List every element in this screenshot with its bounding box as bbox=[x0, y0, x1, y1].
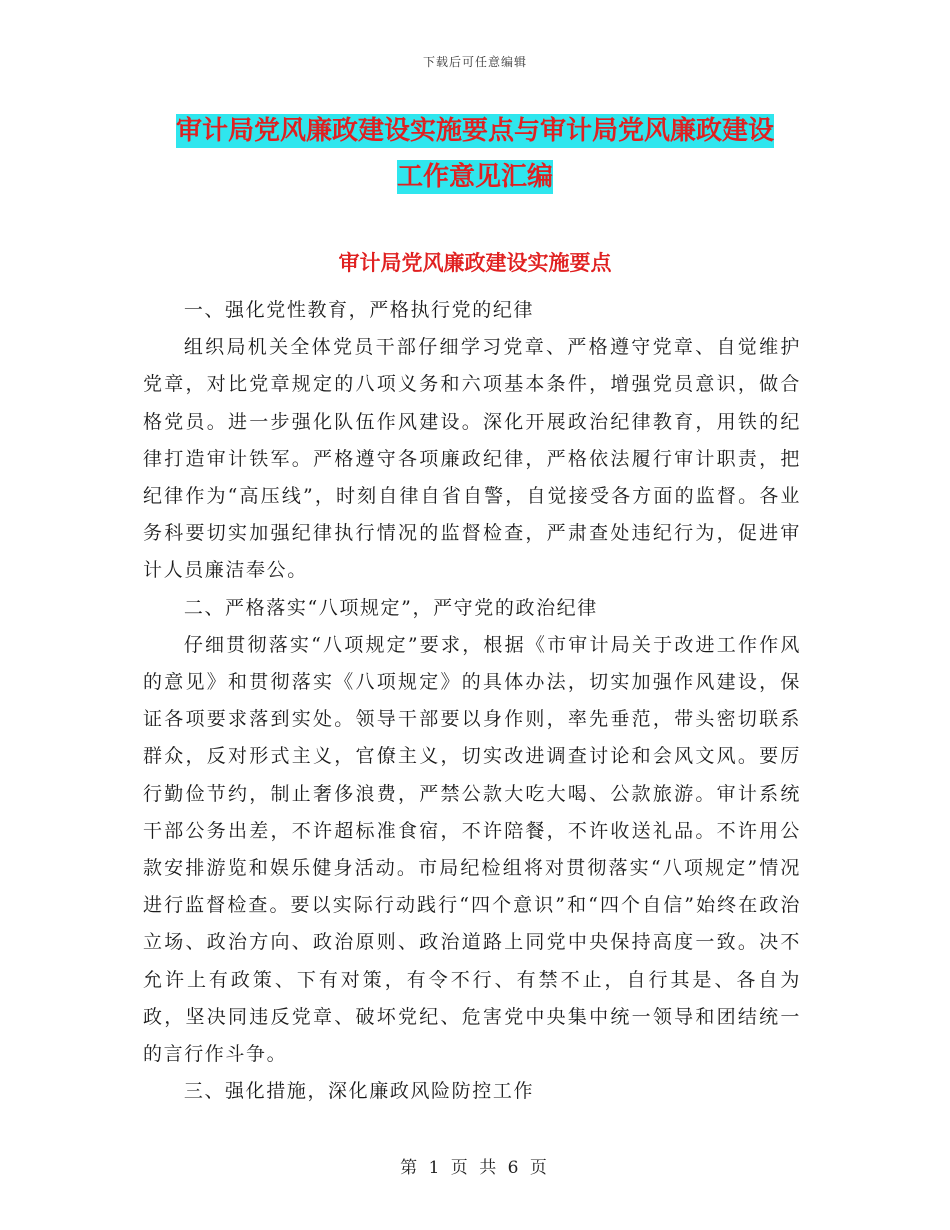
document-title-line-1: 审计局党风廉政建设实施要点与审计局党风廉政建设 bbox=[175, 116, 774, 146]
heading-2: 二、严格落实“八项规定”，严守党的政治纪律 bbox=[183, 596, 598, 619]
heading-3: 三、强化措施，深化廉政风险防控工作 bbox=[183, 1080, 535, 1103]
document-title-line-2: 工作意见汇编 bbox=[396, 162, 553, 192]
section-title: 审计局党风廉政建设实施要点 bbox=[338, 251, 612, 275]
paragraph-2: 仔细贯彻落实“八项规定”要求，根据《市审计局关于改进工作作风的意见》和贯彻落实《八项规定》的具体办法，切实加强作风建设，保证各项要求落到实处。领导干部要以身作则，率先垂范，带头密切联系群众，反对形式主义，官僚主义，切实改进调查讨论和会风文风。要厉行勤俭节约，制止奢侈浪费，严禁公款大吃大喝、公款旅游。审计系统干部公务出差，不许超标准食宿，不许陪餐，不许收送礼品。不许用公款安排游览和娱乐健身活动。市局纪检组将对贯彻落实“八项规定”情况进行监督检查。要以实际行动践行“四个意识”和“四个自信”始终在政治立场、政治方向、政治原则、政治道路上同党中央保持高度一致。决不允许上有政策、下有对策，有令不行、有禁不止，自行其是、各自为政，坚决同违反党章、破坏党纪、危害党中央集中统一领导和团结统一的言行作斗争。 bbox=[143, 633, 801, 1066]
header-note: 下载后可任意编辑 bbox=[422, 55, 527, 69]
paragraph-1: 组织局机关全体党员干部仔细学习党章、严格遵守党章、自觉维护党章，对比党章规定的八项义务和六项基本条件，增强党员意识，做合格党员。进一步强化队伍作风建设。深化开展政治纪律教育，用铁的纪律打造审计铁军。严格遵守各项廉政纪律，严格依法履行审计职责，把纪律作为“高压线”，时刻自律自省自警，自觉接受各方面的监督。各业务科要切实加强纪律执行情况的监督检查，严肃查处违纪行为，促进审计人员廉洁奉公。 bbox=[143, 336, 801, 582]
heading-1: 一、强化党性教育，严格执行党的纪律 bbox=[183, 299, 535, 321]
page-number: 第 1 页 共 6 页 bbox=[400, 1158, 550, 1178]
document-title bbox=[150, 108, 800, 200]
document-body bbox=[143, 292, 801, 1110]
